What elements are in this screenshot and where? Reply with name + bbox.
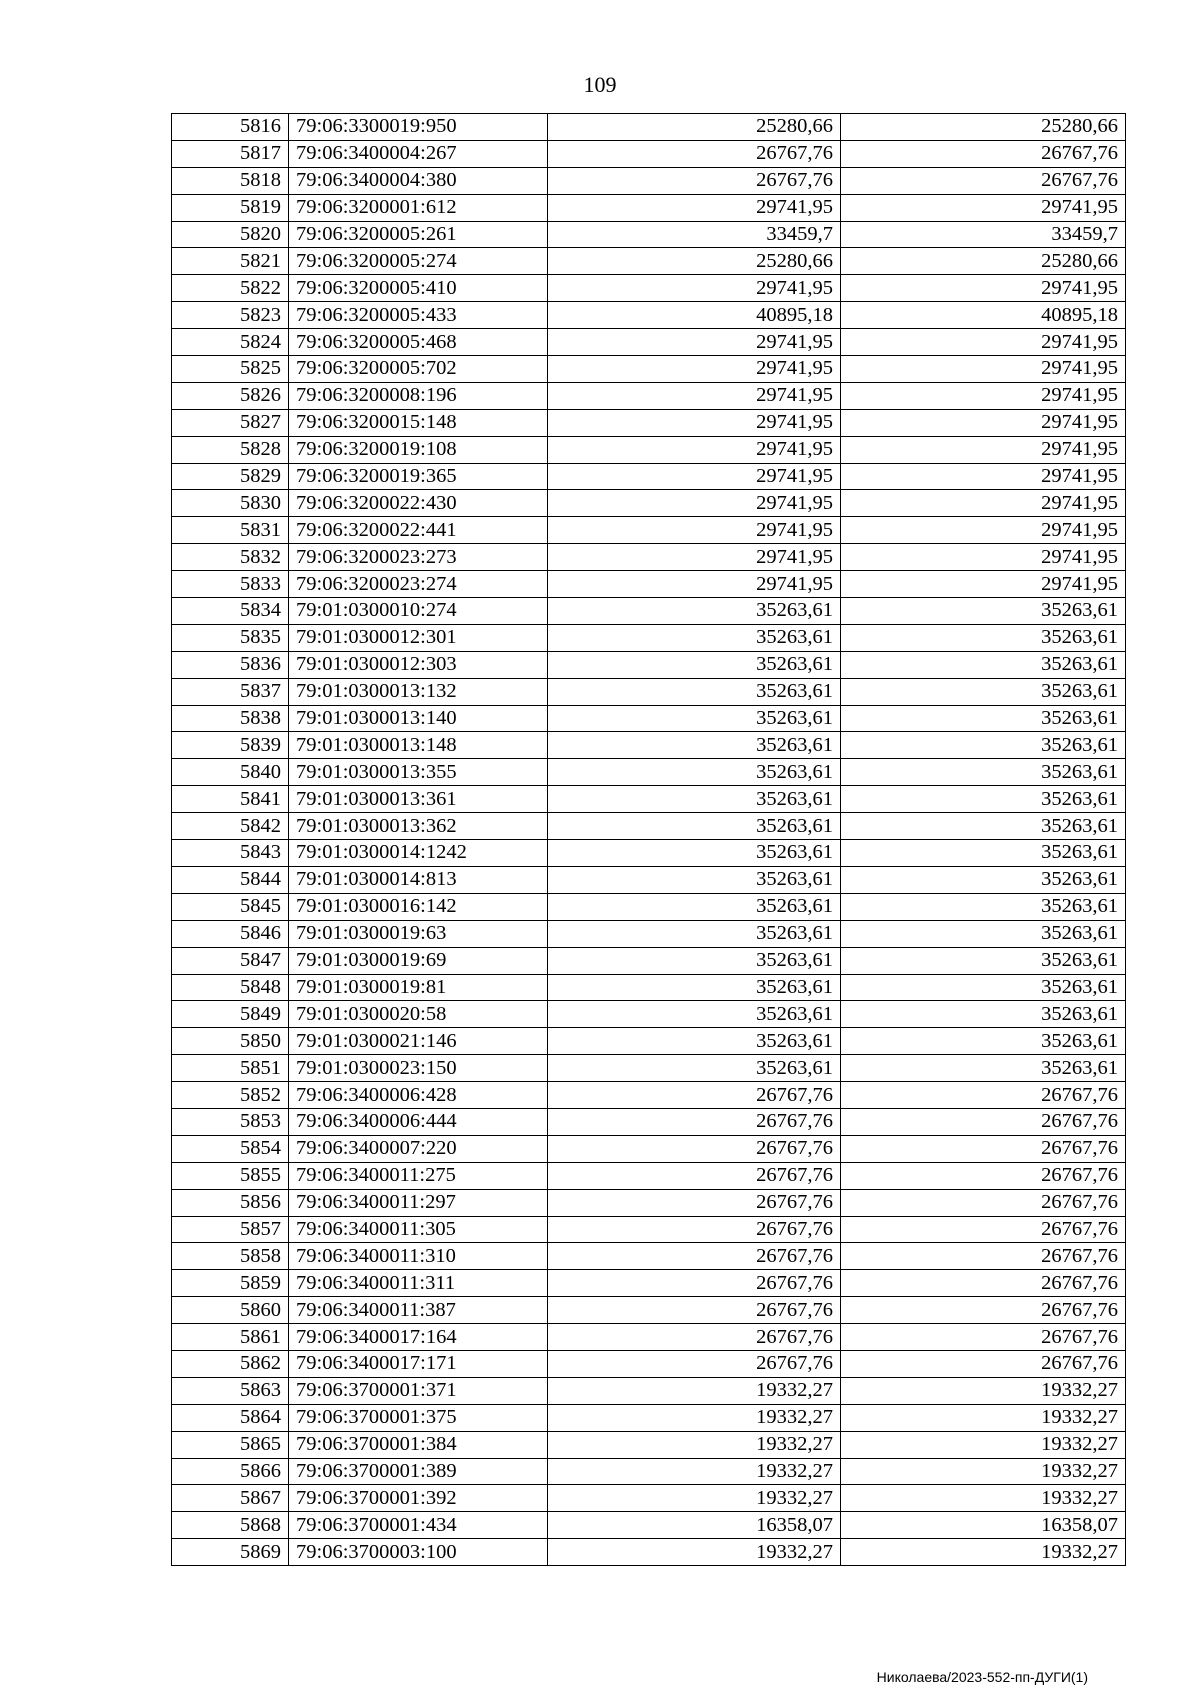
row-number-cell: 5826 [172,382,289,409]
cadastral-number-cell: 79:06:3200005:433 [289,302,548,329]
value-total-cell: 35263,61 [841,598,1126,625]
value-cell: 35263,61 [548,651,841,678]
table-body [172,114,1126,1566]
table-row [172,678,1126,705]
value-cell: 26767,76 [548,1162,841,1189]
row-number-cell: 5827 [172,409,289,436]
table-row [172,759,1126,786]
cadastral-number-cell: 79:06:3200019:108 [289,436,548,463]
value-total-cell: 26767,76 [841,1162,1126,1189]
value-cell: 29741,95 [548,409,841,436]
value-total-cell: 35263,61 [841,813,1126,840]
cadastral-number-cell: 79:06:3700001:384 [289,1431,548,1458]
cadastral-number-cell: 79:06:3200015:148 [289,409,548,436]
cadastral-number-cell: 79:06:3200023:274 [289,571,548,598]
row-number-cell: 5843 [172,840,289,867]
table-row [172,866,1126,893]
value-total-cell: 40895,18 [841,302,1126,329]
value-cell: 26767,76 [548,1108,841,1135]
value-cell: 35263,61 [548,920,841,947]
cadastral-number-cell: 79:06:3400011:310 [289,1243,548,1270]
cadastral-number-cell: 79:06:3400007:220 [289,1135,548,1162]
table-row [172,624,1126,651]
cadastral-number-cell: 79:01:0300013:140 [289,705,548,732]
cadastral-number-cell: 79:06:3400011:297 [289,1189,548,1216]
row-number-cell: 5864 [172,1404,289,1431]
cadastral-number-cell: 79:06:3700001:375 [289,1404,548,1431]
cadastral-number-cell: 79:01:0300014:1242 [289,840,548,867]
table-row [172,947,1126,974]
table-row [172,1216,1126,1243]
row-number-cell: 5848 [172,974,289,1001]
value-total-cell: 29741,95 [841,382,1126,409]
value-total-cell: 26767,76 [841,1189,1126,1216]
value-total-cell: 19332,27 [841,1539,1126,1566]
row-number-cell: 5860 [172,1297,289,1324]
value-cell: 35263,61 [548,786,841,813]
table-row [172,302,1126,329]
value-total-cell: 26767,76 [841,1135,1126,1162]
cadastral-number-cell: 79:01:0300013:361 [289,786,548,813]
cadastral-number-cell: 79:06:3200005:702 [289,356,548,383]
cadastral-number-cell: 79:01:0300013:355 [289,759,548,786]
cadastral-number-cell: 79:06:3400017:164 [289,1324,548,1351]
value-total-cell: 29741,95 [841,356,1126,383]
value-cell: 35263,61 [548,947,841,974]
value-cell: 26767,76 [548,1270,841,1297]
value-cell: 26767,76 [548,1189,841,1216]
row-number-cell: 5834 [172,598,289,625]
table-row [172,920,1126,947]
table-row [172,813,1126,840]
value-total-cell: 35263,61 [841,920,1126,947]
value-total-cell: 29741,95 [841,436,1126,463]
value-cell: 35263,61 [548,678,841,705]
value-total-cell: 26767,76 [841,1243,1126,1270]
value-cell: 26767,76 [548,1082,841,1109]
cadastral-number-cell: 79:06:3400011:275 [289,1162,548,1189]
table-row [172,275,1126,302]
value-cell: 29741,95 [548,382,841,409]
value-cell: 35263,61 [548,1001,841,1028]
row-number-cell: 5865 [172,1431,289,1458]
value-total-cell: 26767,76 [841,140,1126,167]
footer-document-id: Николаева/2023-552-пп-ДУГИ(1) [876,1669,1088,1685]
cadastral-number-cell: 79:01:0300019:69 [289,947,548,974]
value-total-cell: 29741,95 [841,517,1126,544]
table-row [172,114,1126,141]
table-row [172,1350,1126,1377]
row-number-cell: 5853 [172,1108,289,1135]
row-number-cell: 5847 [172,947,289,974]
value-cell: 35263,61 [548,1028,841,1055]
cadastral-number-cell: 79:01:0300021:146 [289,1028,548,1055]
row-number-cell: 5846 [172,920,289,947]
value-total-cell: 19332,27 [841,1431,1126,1458]
value-total-cell: 26767,76 [841,1297,1126,1324]
value-cell: 19332,27 [548,1485,841,1512]
cadastral-number-cell: 79:01:0300019:63 [289,920,548,947]
value-total-cell: 29741,95 [841,544,1126,571]
row-number-cell: 5857 [172,1216,289,1243]
cadastral-number-cell: 79:06:3200022:441 [289,517,548,544]
value-cell: 35263,61 [548,974,841,1001]
table-row [172,1243,1126,1270]
value-cell: 35263,61 [548,1055,841,1082]
value-total-cell: 26767,76 [841,1082,1126,1109]
row-number-cell: 5852 [172,1082,289,1109]
value-total-cell: 29741,95 [841,463,1126,490]
value-total-cell: 29741,95 [841,571,1126,598]
value-total-cell: 33459,7 [841,221,1126,248]
row-number-cell: 5831 [172,517,289,544]
row-number-cell: 5866 [172,1458,289,1485]
cadastral-number-cell: 79:01:0300023:150 [289,1055,548,1082]
table-row [172,1189,1126,1216]
cadastral-number-cell: 79:06:3400011:305 [289,1216,548,1243]
value-total-cell: 35263,61 [841,866,1126,893]
cadastral-number-cell: 79:01:0300013:148 [289,732,548,759]
table-row [172,544,1126,571]
table-row [172,248,1126,275]
value-total-cell: 35263,61 [841,1028,1126,1055]
row-number-cell: 5833 [172,571,289,598]
cadastral-number-cell: 79:01:0300013:132 [289,678,548,705]
value-cell: 29741,95 [548,571,841,598]
row-number-cell: 5822 [172,275,289,302]
value-cell: 19332,27 [548,1539,841,1566]
value-cell: 26767,76 [548,1297,841,1324]
value-cell: 35263,61 [548,705,841,732]
value-total-cell: 29741,95 [841,490,1126,517]
value-cell: 35263,61 [548,624,841,651]
value-total-cell: 29741,95 [841,329,1126,356]
value-cell: 25280,66 [548,114,841,141]
cadastral-number-cell: 79:01:0300014:813 [289,866,548,893]
cadastral-number-cell: 79:06:3400004:267 [289,140,548,167]
value-total-cell: 29741,95 [841,275,1126,302]
table-row [172,382,1126,409]
table-row [172,1055,1126,1082]
cadastral-number-cell: 79:06:3400006:428 [289,1082,548,1109]
row-number-cell: 5817 [172,140,289,167]
table-row [172,1297,1126,1324]
table-row [172,1135,1126,1162]
value-cell: 26767,76 [548,1243,841,1270]
value-cell: 40895,18 [548,302,841,329]
value-total-cell: 35263,61 [841,732,1126,759]
cadastral-number-cell: 79:06:3200023:273 [289,544,548,571]
table-row [172,490,1126,517]
row-number-cell: 5823 [172,302,289,329]
cadastral-number-cell: 79:06:3700001:392 [289,1485,548,1512]
value-cell: 35263,61 [548,759,841,786]
row-number-cell: 5844 [172,866,289,893]
row-number-cell: 5840 [172,759,289,786]
value-total-cell: 35263,61 [841,974,1126,1001]
value-cell: 35263,61 [548,813,841,840]
value-total-cell: 19332,27 [841,1485,1126,1512]
value-cell: 26767,76 [548,1135,841,1162]
value-total-cell: 35263,61 [841,947,1126,974]
row-number-cell: 5830 [172,490,289,517]
row-number-cell: 5838 [172,705,289,732]
cadastral-number-cell: 79:06:3200001:612 [289,194,548,221]
cadastral-number-cell: 79:01:0300012:303 [289,651,548,678]
table-row [172,167,1126,194]
value-total-cell: 26767,76 [841,1216,1126,1243]
cadastral-number-cell: 79:06:3700003:100 [289,1539,548,1566]
cadastral-number-cell: 79:06:3400004:380 [289,167,548,194]
cadastral-number-cell: 79:06:3700001:371 [289,1377,548,1404]
cadastral-number-cell: 79:06:3700001:389 [289,1458,548,1485]
value-total-cell: 29741,95 [841,409,1126,436]
value-cell: 33459,7 [548,221,841,248]
table-row [172,840,1126,867]
cadastral-number-cell: 79:06:3200019:365 [289,463,548,490]
table-row [172,356,1126,383]
table-row [172,974,1126,1001]
value-total-cell: 35263,61 [841,840,1126,867]
row-number-cell: 5821 [172,248,289,275]
value-cell: 29741,95 [548,463,841,490]
cadastral-number-cell: 79:01:0300020:58 [289,1001,548,1028]
value-total-cell: 25280,66 [841,114,1126,141]
value-cell: 19332,27 [548,1431,841,1458]
cadastral-number-cell: 79:01:0300016:142 [289,893,548,920]
row-number-cell: 5820 [172,221,289,248]
cadastral-number-cell: 79:06:3700001:434 [289,1512,548,1539]
value-total-cell: 26767,76 [841,1108,1126,1135]
table-row [172,1162,1126,1189]
value-total-cell: 35263,61 [841,1001,1126,1028]
row-number-cell: 5851 [172,1055,289,1082]
row-number-cell: 5835 [172,624,289,651]
row-number-cell: 5818 [172,167,289,194]
row-number-cell: 5841 [172,786,289,813]
cadastral-number-cell: 79:06:3400017:171 [289,1350,548,1377]
value-total-cell: 19332,27 [841,1404,1126,1431]
row-number-cell: 5836 [172,651,289,678]
cadastral-number-cell: 79:06:3200005:261 [289,221,548,248]
table-row [172,1431,1126,1458]
row-number-cell: 5816 [172,114,289,141]
cadastral-number-cell: 79:01:0300013:362 [289,813,548,840]
table-row [172,705,1126,732]
value-total-cell: 26767,76 [841,1270,1126,1297]
value-cell: 35263,61 [548,732,841,759]
row-number-cell: 5867 [172,1485,289,1512]
cadastral-number-cell: 79:06:3400006:444 [289,1108,548,1135]
table-row [172,1512,1126,1539]
table-row [172,1539,1126,1566]
value-total-cell: 35263,61 [841,705,1126,732]
cadastral-number-cell: 79:06:3200022:430 [289,490,548,517]
cadastral-number-cell: 79:01:0300010:274 [289,598,548,625]
value-cell: 25280,66 [548,248,841,275]
value-cell: 35263,61 [548,598,841,625]
value-cell: 29741,95 [548,436,841,463]
row-number-cell: 5868 [172,1512,289,1539]
row-number-cell: 5861 [172,1324,289,1351]
table-row [172,1324,1126,1351]
row-number-cell: 5825 [172,356,289,383]
value-cell: 16358,07 [548,1512,841,1539]
value-cell: 19332,27 [548,1404,841,1431]
table-row [172,651,1126,678]
table-row [172,1377,1126,1404]
value-cell: 26767,76 [548,1324,841,1351]
row-number-cell: 5839 [172,732,289,759]
table-row [172,517,1126,544]
value-total-cell: 26767,76 [841,167,1126,194]
table-row [172,893,1126,920]
cadastral-number-cell: 79:06:3200005:410 [289,275,548,302]
row-number-cell: 5858 [172,1243,289,1270]
row-number-cell: 5850 [172,1028,289,1055]
value-cell: 29741,95 [548,356,841,383]
value-cell: 19332,27 [548,1377,841,1404]
table-row [172,1458,1126,1485]
value-total-cell: 35263,61 [841,678,1126,705]
table-row [172,1270,1126,1297]
table-row [172,732,1126,759]
table-row [172,598,1126,625]
value-total-cell: 26767,76 [841,1350,1126,1377]
cadastral-number-cell: 79:01:0300012:301 [289,624,548,651]
table-row [172,1082,1126,1109]
row-number-cell: 5856 [172,1189,289,1216]
value-cell: 29741,95 [548,490,841,517]
table-row [172,463,1126,490]
row-number-cell: 5819 [172,194,289,221]
table-row [172,409,1126,436]
value-total-cell: 35263,61 [841,759,1126,786]
table-row [172,1001,1126,1028]
value-cell: 26767,76 [548,167,841,194]
value-cell: 35263,61 [548,893,841,920]
row-number-cell: 5859 [172,1270,289,1297]
value-total-cell: 35263,61 [841,651,1126,678]
row-number-cell: 5837 [172,678,289,705]
value-cell: 35263,61 [548,840,841,867]
row-number-cell: 5863 [172,1377,289,1404]
row-number-cell: 5828 [172,436,289,463]
table-row [172,1485,1126,1512]
row-number-cell: 5845 [172,893,289,920]
cadastral-number-cell: 79:06:3300019:950 [289,114,548,141]
value-cell: 29741,95 [548,329,841,356]
value-cell: 19332,27 [548,1458,841,1485]
cadastral-number-cell: 79:01:0300019:81 [289,974,548,1001]
row-number-cell: 5832 [172,544,289,571]
row-number-cell: 5869 [172,1539,289,1566]
value-cell: 26767,76 [548,1350,841,1377]
cadastral-number-cell: 79:06:3200005:274 [289,248,548,275]
table-row [172,194,1126,221]
table-row [172,329,1126,356]
row-number-cell: 5829 [172,463,289,490]
table-row [172,1108,1126,1135]
table-row [172,436,1126,463]
value-total-cell: 25280,66 [841,248,1126,275]
cadastral-number-cell: 79:06:3400011:311 [289,1270,548,1297]
row-number-cell: 5842 [172,813,289,840]
value-cell: 29741,95 [548,194,841,221]
table-row [172,221,1126,248]
data-table [171,113,1126,1566]
value-cell: 35263,61 [548,866,841,893]
table-row [172,1028,1126,1055]
value-total-cell: 16358,07 [841,1512,1126,1539]
table-row [172,786,1126,813]
cadastral-number-cell: 79:06:3200005:468 [289,329,548,356]
value-total-cell: 19332,27 [841,1377,1126,1404]
value-cell: 26767,76 [548,1216,841,1243]
value-total-cell: 35263,61 [841,893,1126,920]
value-total-cell: 35263,61 [841,786,1126,813]
value-cell: 29741,95 [548,517,841,544]
page-number: 109 [583,72,617,97]
table-row [172,140,1126,167]
table-row [172,1404,1126,1431]
row-number-cell: 5862 [172,1350,289,1377]
cadastral-number-cell: 79:06:3400011:387 [289,1297,548,1324]
value-cell: 26767,76 [548,140,841,167]
row-number-cell: 5855 [172,1162,289,1189]
row-number-cell: 5854 [172,1135,289,1162]
row-number-cell: 5824 [172,329,289,356]
cadastral-number-cell: 79:06:3200008:196 [289,382,548,409]
table-row [172,571,1126,598]
value-total-cell: 35263,61 [841,624,1126,651]
value-total-cell: 26767,76 [841,1324,1126,1351]
value-cell: 29741,95 [548,275,841,302]
value-total-cell: 29741,95 [841,194,1126,221]
value-total-cell: 19332,27 [841,1458,1126,1485]
row-number-cell: 5849 [172,1001,289,1028]
value-cell: 29741,95 [548,544,841,571]
value-total-cell: 35263,61 [841,1055,1126,1082]
